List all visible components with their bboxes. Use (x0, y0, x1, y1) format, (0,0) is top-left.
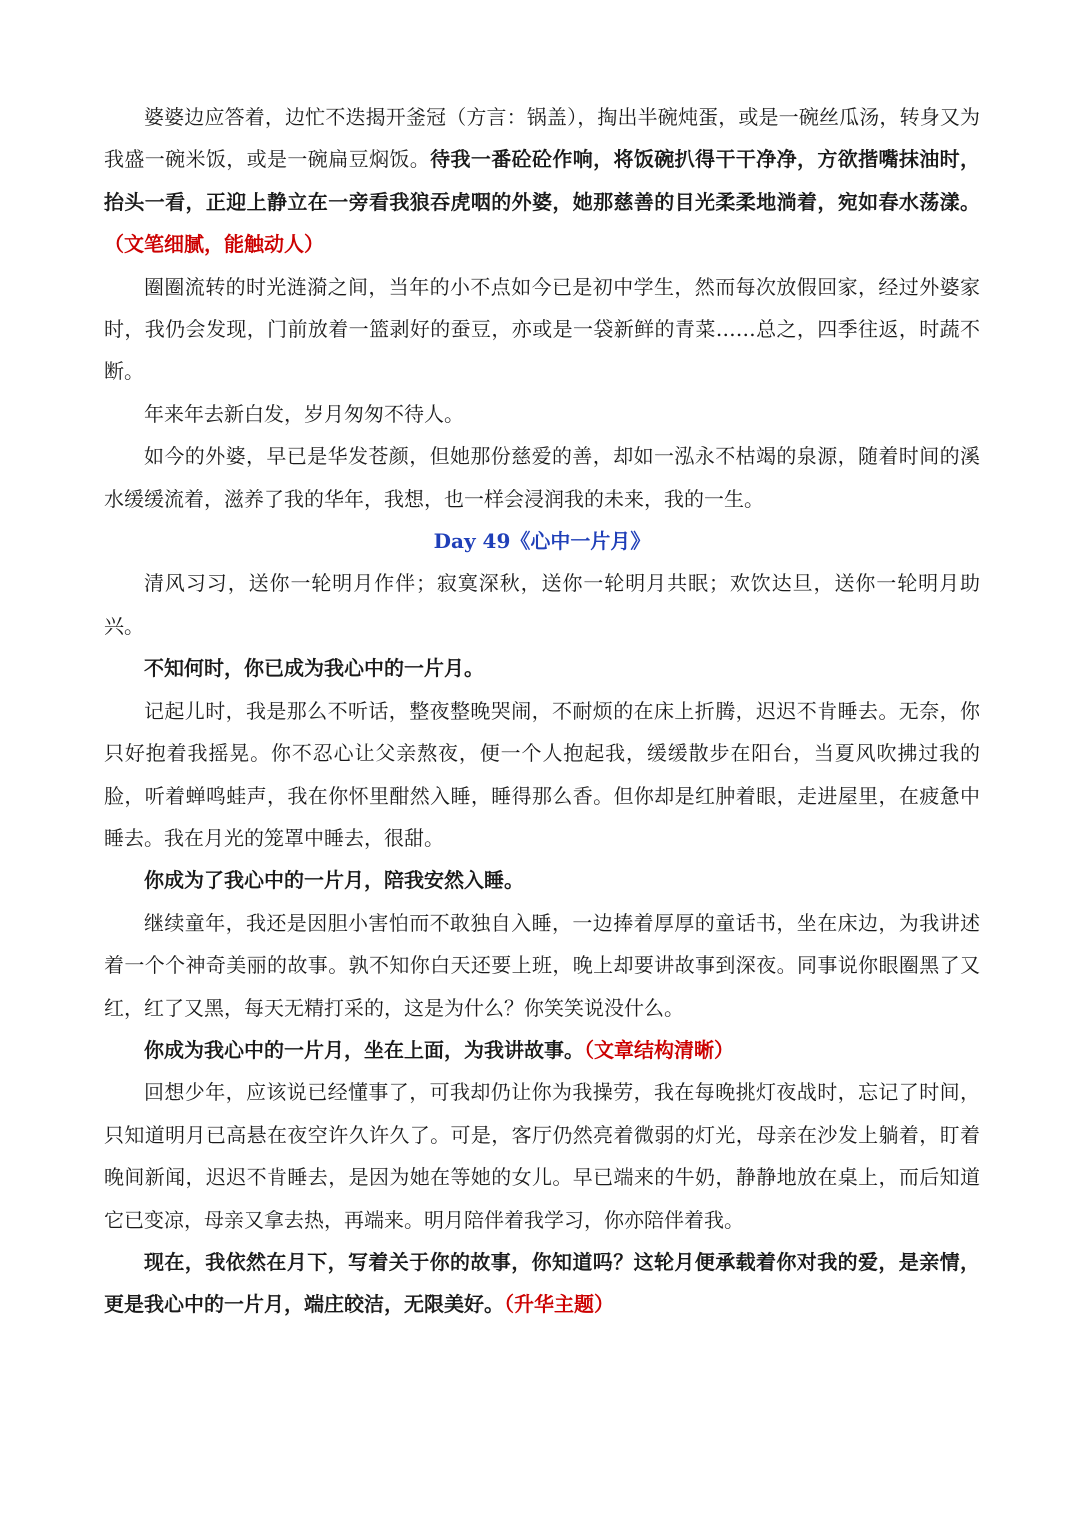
document-page (104, 96, 980, 1326)
paragraph-grandma-now: 如今的外婆，早已是华发苍颜，但她那份慈爱的善，却如一泓永不枯竭的泉源，随着时间的溪水缓缓流着，滋养了我的华年，我想，也一样会浸润我的未来，我的一生。 (104, 444, 980, 511)
comment-note: （文章结构清晰） (584, 1037, 734, 1062)
paragraph-grandma-serving (104, 96, 980, 266)
paragraph-tell-stories (104, 1029, 980, 1071)
article-title: Day 49《心中一片月》 (433, 529, 651, 554)
paragraph-moon-in-heart: 不知何时，你已成为我心中的一片月。 (144, 656, 484, 681)
bold-sentence: 你成为我心中的一片月，坐在上面，为我讲故事。 (144, 1037, 584, 1062)
paragraph-youth: 回想少年，应该说已经懂事了，可我却仍让你为我操劳，我在每晚挑灯夜战时，忘记了时间，只知道明月已高悬在夜空许久许久了。可是，客厅仍然亮着微弱的灯光，母亲在沙发上躺着，盯着晚间新闻，迟迟不肯睡去，是因为她在等她的女儿。早已端来的牛奶，静静地放在桌上，而后知道它已变凉，母亲又拿去热，再端来。明月陪伴着我学习，你亦陪伴着我。 (104, 1080, 980, 1232)
paragraph-time-ripples: 圈圈流转的时光涟漪之间，当年的小不点如今已是初中学生，然而每次放假回家，经过外婆家时，我仍会发现，门前放着一篮剥好的蚕豆，亦或是一袋新鲜的青菜……总之，四季往返，时蔬不断。 (104, 274, 980, 384)
comment-note: （升华主题） (504, 1292, 614, 1317)
paragraph-conclusion (104, 1241, 980, 1326)
bold-sentence: 现在，我依然在月下，写着关于你的故事，你知道吗？这轮月便承载着你对我的爱，是亲情，更是我心中的一片月，端庄皎洁，无限美好。 (104, 1249, 980, 1317)
comment-note: （文笔细腻，能触动人） (104, 232, 324, 257)
paragraph-breeze-moon: 清风习习，送你一轮明月作伴；寂寞深秋，送你一轮明月共眠；欢饮达旦，送你一轮明月助兴。 (104, 571, 980, 638)
paragraph-years-pass: 年来年去新白发，岁月匆匆不待人。 (144, 401, 464, 426)
paragraph-storytelling: 继续童年，我还是因胆小害怕而不敢独自入睡，一边捧着厚厚的童话书，坐在床边，为我讲述着一个个神奇美丽的故事。孰不知你白天还要上班，晚上却要讲故事到深夜。同事说你眼圈黑了又红，红了又黑，每天无精打采的，这是为什么？你笑笑说没什么。 (104, 910, 980, 1020)
paragraph-childhood: 记起儿时，我是那么不听话，整夜整晚哭闹，不耐烦的在床上折腾，迟迟不肯睡去。无奈，你只好抱着我摇晃。你不忍心让父亲熬夜，便一个人抱起我，缓缓散步在阳台，当夏风吹拂过我的脸，听着蝉鸣蛙声，我在你怀里酣然入睡，睡得那么香。但你却是红肿着眼，走进屋里，在疲惫中睡去。我在月光的笼罩中睡去，很甜。 (104, 698, 980, 850)
bold-sentence: 待我一番砼砼作响，将饭碗扒得干干净净，方欲揩嘴抹油时，抬头一看，正迎上静立在一旁看我狼吞虎咽的外婆，她那慈善的目光柔柔地淌着，宛如春水荡漾。 (104, 147, 981, 214)
paragraph-text: 婆婆边应答着，边忙不迭揭开釜冠（方言：锅盖），掏出半碗炖蛋，或是一碗丝瓜汤，转身又为我盛一碗米饭，或是一碗扁豆焖饭。 (104, 105, 980, 172)
paragraph-sleep-peacefully: 你成为了我心中的一片月，陪我安然入睡。 (144, 868, 524, 893)
